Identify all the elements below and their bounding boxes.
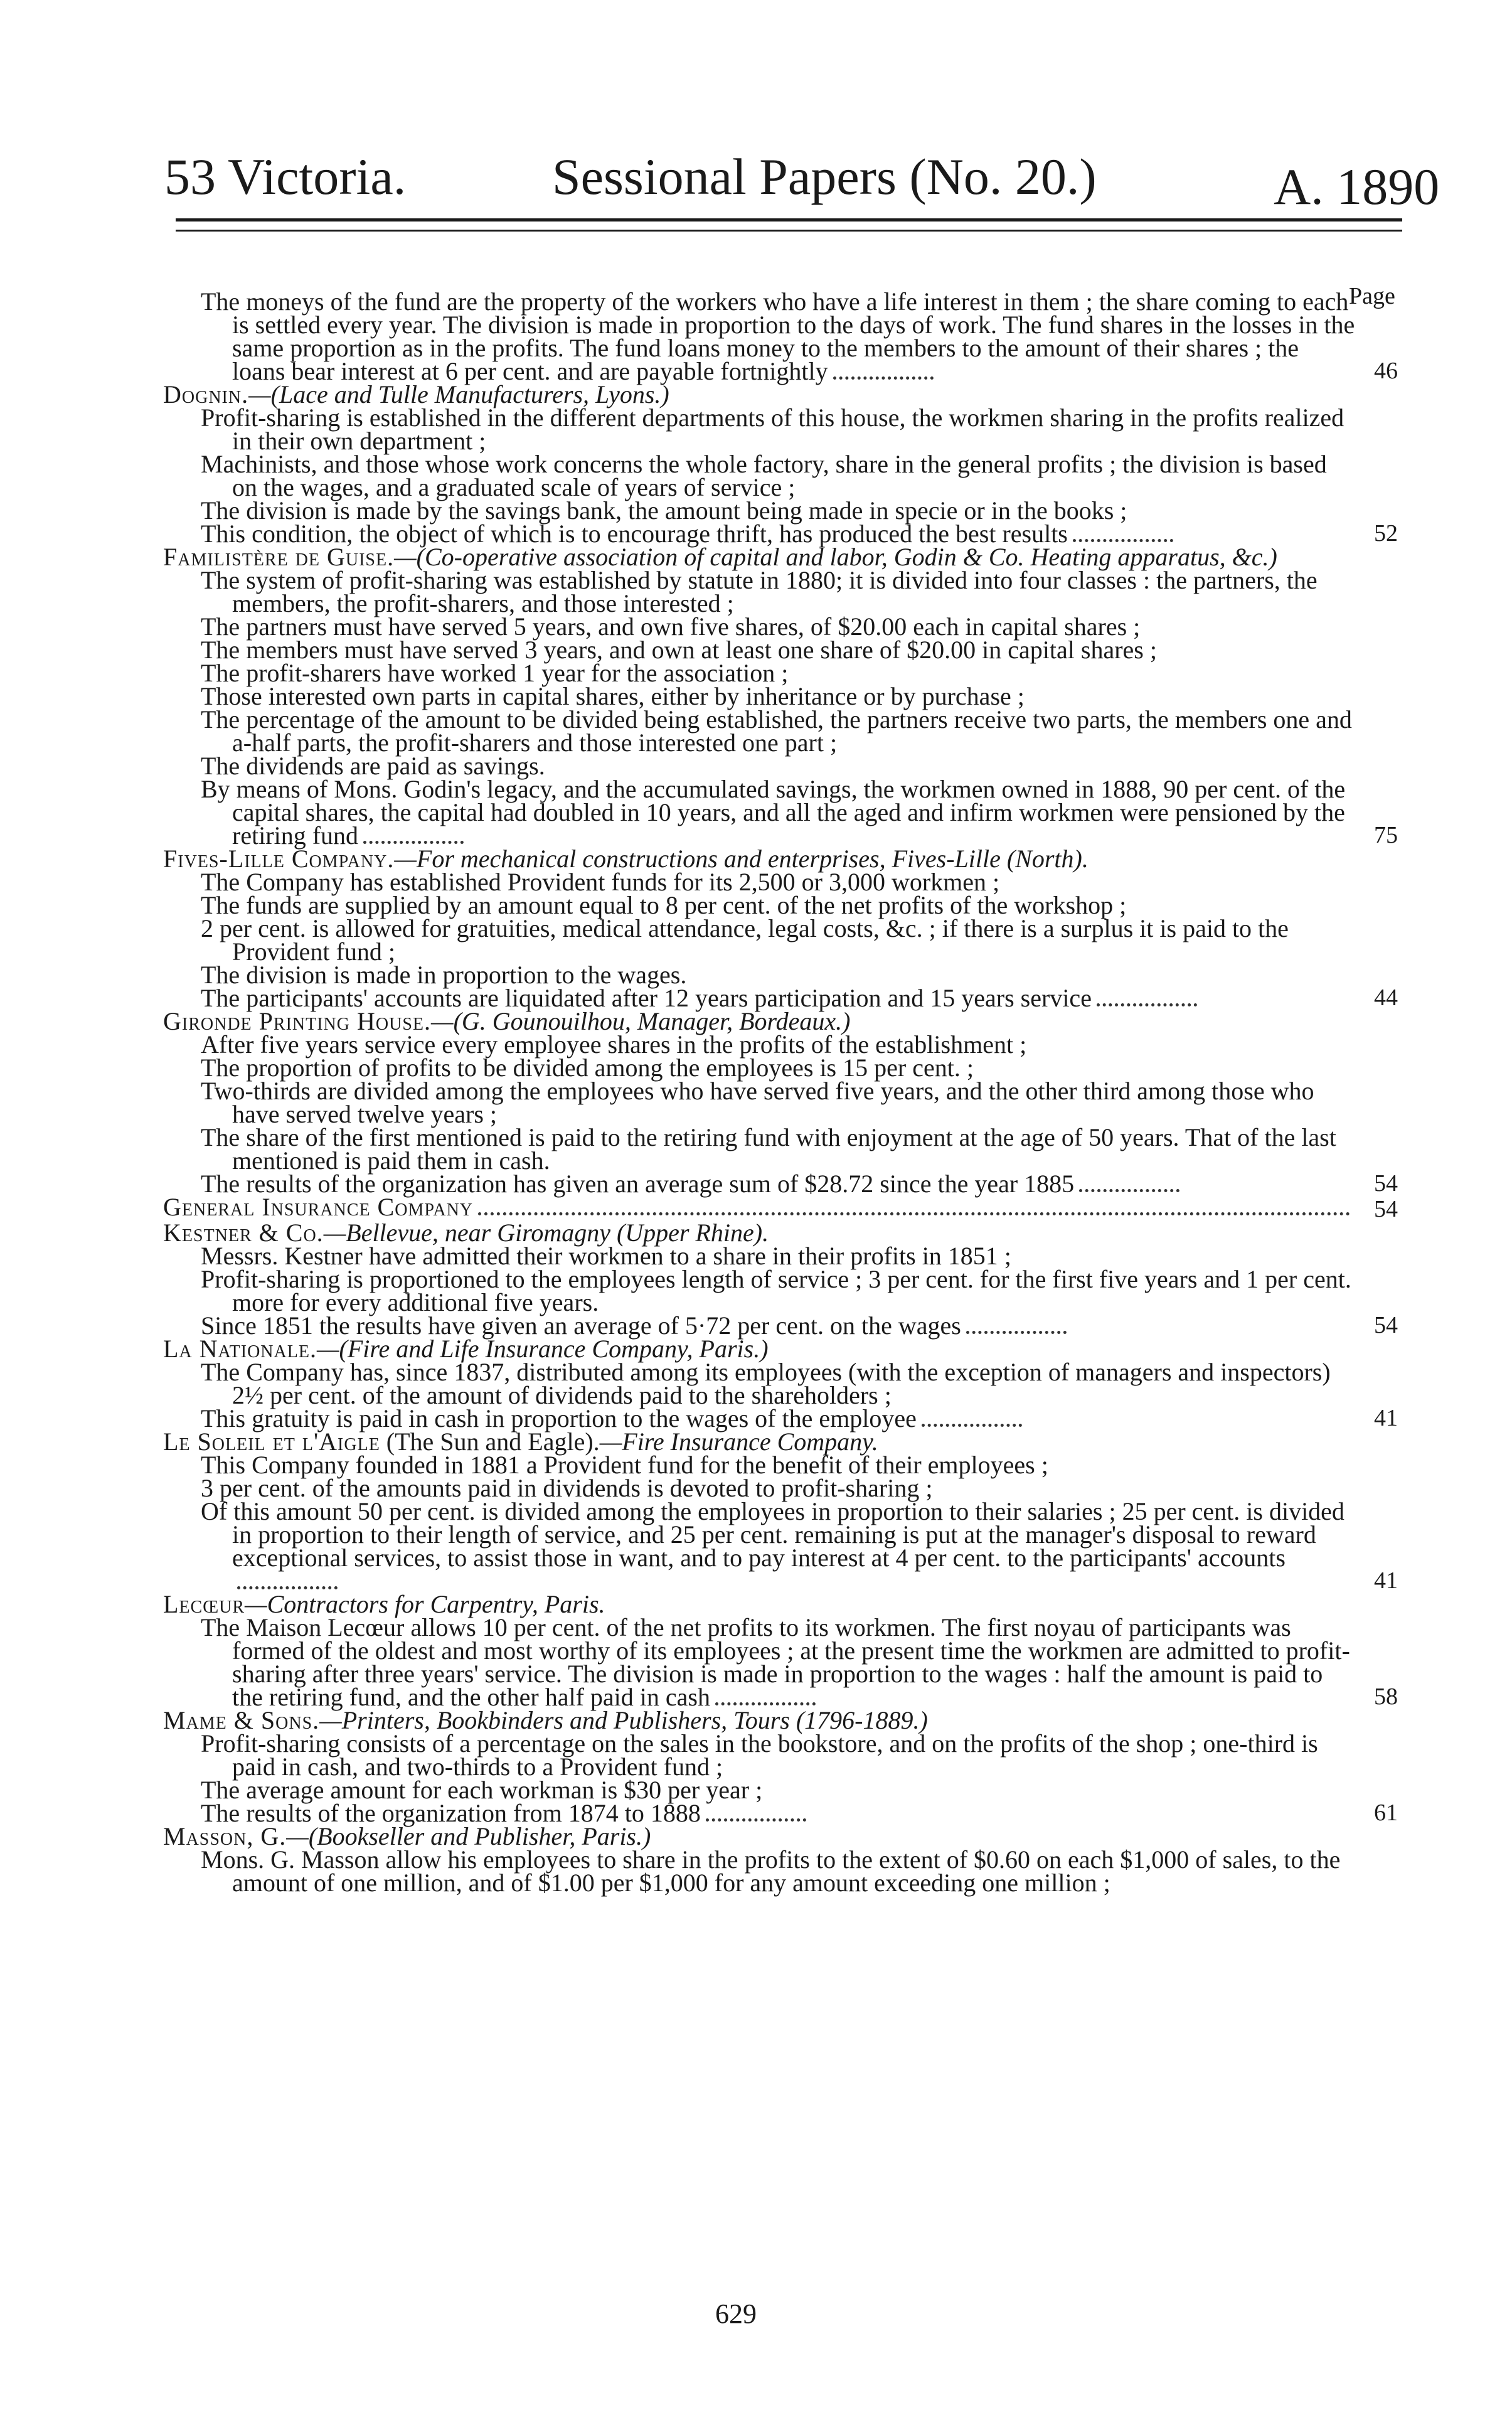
item-text: Messrs. Kestner have admitted their workmen to a share in their profits in 1851 ; (201, 1242, 1011, 1270)
page-reference: 54 (1374, 1170, 1398, 1197)
entry-item (0, 1801, 1512, 1825)
company-description: —For mechanical constructions and enterprises, Fives-Lille (North). (394, 845, 1089, 873)
item-text: Machinists, and those whose work concerns the whole factory, share in the general profits ; the division is based on the wages, and a graduated scale of years of service ; (201, 450, 1327, 501)
entry-block (0, 1590, 1512, 1711)
entry-block (0, 380, 1512, 548)
entry-item (0, 1054, 1512, 1082)
entry-item (0, 705, 1512, 757)
dot-leader (715, 1702, 816, 1705)
item-text: The profit-sharers have worked 1 year for the association ; (201, 659, 789, 687)
dot-leader (363, 841, 464, 844)
entry-item (0, 1360, 1512, 1407)
entry-block (0, 1335, 1512, 1433)
company-name: Kestner & Co. (163, 1219, 324, 1247)
item-text: The moneys of the fund are the property of the workers who have a life interest in them ; the share coming to each is settled every year. The division is made in proportion to the days of work. The fund shares in the losses in the same proportion as in the profits. The fund loans money to the members to the amount of their shares ; the loans bear interest at 6 per cent. and are payable fortnightly (201, 287, 1355, 385)
item-text: The Company has established Provident funds for its 2,500 or 3,000 workmen ; (201, 868, 1000, 896)
page-reference: 75 (1374, 822, 1398, 848)
company-description: —(Lace and Tulle Manufacturers, Lyons.) (248, 380, 669, 408)
entry-item (0, 1030, 1512, 1059)
entry-item (0, 914, 1512, 966)
entry-item (0, 520, 1512, 548)
item-text-with-leader (201, 1497, 1344, 1595)
entry-item (0, 1776, 1512, 1804)
entry-block (0, 1195, 1512, 1221)
item-text: The results of the organization has given an average sum of $28.72 since the year 1885 (201, 1170, 1075, 1198)
entry-title (0, 1427, 1512, 1456)
entry-item (0, 496, 1512, 525)
entries-list (0, 287, 1512, 1897)
company-description: —(Fire and Life Insurance Company, Paris.) (316, 1335, 769, 1363)
entry-item (0, 287, 1512, 385)
entry-item (0, 961, 1512, 989)
company-description: —Bellevue, near Giromagny (Upper Rhine). (323, 1219, 769, 1247)
page-reference: 54 (1374, 1312, 1398, 1338)
entry-item (0, 1267, 1512, 1314)
item-text: Two-thirds are divided among the employees who have served five years, and the other third among those who have served twelve years ; (201, 1077, 1314, 1128)
entry-item (0, 775, 1512, 850)
header-rule-thick (176, 218, 1402, 221)
item-text: 3 per cent. of the amounts paid in dividends is devoted to profit-sharing ; (201, 1474, 933, 1502)
company-description: —Printers, Bookbinders and Publishers, Tours (1796-1889.) (319, 1706, 928, 1734)
item-text: Profit-sharing is proportioned to the employees length of service ; 3 per cent. for the first five years and 1 per cent. more for every additional five years. (201, 1265, 1351, 1316)
item-text: By means of Mons. Godin's legacy, and the accumulated savings, the workmen owned in 1888, 90 per cent. of the capital shares, the capital had doubled in 10 years, and all the aged and infirm workmen were pensioned by the retiring fund (201, 775, 1346, 850)
entry-title-text (163, 1195, 473, 1219)
item-text: This Company founded in 1881 a Provident fund for the benefit of their employees ; (201, 1451, 1048, 1479)
entry-item (0, 891, 1512, 919)
entry-item (0, 1123, 1512, 1175)
entry-item (0, 986, 1512, 1010)
page-reference: 41 (1374, 1567, 1398, 1594)
item-text: The dividends are paid as savings. (201, 752, 545, 780)
entry-item (0, 1404, 1512, 1433)
entry-title (0, 1822, 1512, 1850)
entry-item (0, 612, 1512, 641)
item-text: Since 1851 the results have given an average of 5·72 per cent. on the wages (201, 1311, 961, 1340)
item-text: Those interested own parts in capital shares, either by inheritance or by purchase ; (201, 682, 1025, 710)
entry-title (0, 1590, 1512, 1618)
dot-leader (966, 1331, 1067, 1334)
page-reference: 52 (1374, 520, 1398, 547)
company-description: —Contractors for Carpentry, Paris. (245, 1590, 605, 1618)
page-reference: 58 (1374, 1683, 1398, 1710)
entry-item (0, 1729, 1512, 1781)
entry-item (0, 752, 1512, 780)
entry-block (0, 1007, 1512, 1198)
company-name: Le Soleil et l'Aigle (163, 1427, 380, 1456)
entry-block (0, 1706, 1512, 1827)
company-description: —(Bookseller and Publisher, Paris.) (286, 1822, 651, 1850)
entry-item (0, 1079, 1512, 1126)
dot-leader (478, 1212, 1350, 1215)
entry-title (0, 1219, 1512, 1247)
item-text: The division is made in proportion to the wages. (201, 961, 687, 989)
company-name: Fives-Lille Company. (163, 845, 395, 873)
item-text: The participants' accounts are liquidated after 12 years participation and 15 years service (201, 984, 1092, 1012)
entry-title (0, 1335, 1512, 1363)
item-text: This gratuity is paid in cash in proportion to the wages of the employee (201, 1404, 917, 1433)
entry-item (0, 568, 1512, 615)
header-title: Sessional Papers (No. 20.) (552, 148, 1097, 205)
entry-title (0, 1195, 1512, 1221)
item-text: The results of the organization from 1874 to 1888 (201, 1799, 701, 1827)
company-name: Gironde Printing House. (163, 1007, 431, 1035)
item-text: Profit-sharing is established in the different departments of this house, the workmen sharing in the profits realized in their own department ; (201, 403, 1344, 455)
entry-block (0, 1822, 1512, 1897)
dot-leader (237, 1586, 338, 1589)
item-text: The share of the first mentioned is paid to the retiring fund with enjoyment at the age of 50 years. That of the last mentioned is paid them in cash. (201, 1123, 1336, 1175)
item-text: The division is made by the savings bank, the amount being made in specie or in the books ; (201, 496, 1127, 525)
entry-item (0, 636, 1512, 664)
entry-title (0, 380, 1512, 408)
company-description: —(Co-operative association of capital and labor, Godin & Co. Heating apparatus, &c.) (394, 543, 1277, 571)
entry-item (0, 661, 1512, 685)
entry-item (0, 682, 1512, 710)
item-text: The Company has, since 1837, distributed among its employees (with the exception of managers and inspectors) 2½ per cent. of the amount of dividends paid to the shareholders ; (201, 1358, 1331, 1409)
header-session: 53 Victoria. (164, 148, 407, 205)
page-reference: 44 (1374, 984, 1398, 1011)
header-rule-thin (176, 230, 1402, 232)
entry-title (0, 845, 1512, 873)
item-text: Mons. G. Masson allow his employees to share in the profits to the extent of $0.60 on each $1,000 of sales, to the amount of one million, and of $1.00 per $1,000 for any amount exceeding one million ; (201, 1845, 1341, 1897)
item-text: Profit-sharing consists of a percentage on the sales in the bookstore, and on the profits of the shop ; one-third is paid in cash, and two-thirds to a Provident fund ; (201, 1729, 1318, 1781)
entry-block (0, 847, 1512, 1010)
item-text-with-leader (201, 1613, 1350, 1711)
company-name: La Nationale. (163, 1335, 317, 1363)
page-reference: 46 (1374, 358, 1398, 384)
item-text: The Maison Lecœur allows 10 per cent. of the net profits to its workmen. The first noyau of participants was formed of the oldest and most worthy of its employees ; at the present time the workmen are admitted to profit-sharing after three years' service. The division is made in proportion to the wages : half the amount is paid to the retiring fund, and the other half paid in cash (201, 1613, 1350, 1711)
company-description: —Fire Insurance Company. (599, 1427, 878, 1456)
item-text: This condition, the object of which is to encourage thrift, has produced the best results (201, 520, 1068, 548)
entry-item (0, 1476, 1512, 1500)
item-text: The system of profit-sharing was established by statute in 1880; it is divided into four classes : the partners, the members, the profit-sharers, and those interested ; (201, 566, 1318, 617)
item-text: The percentage of the amount to be divided being established, the partners receive two parts, the members one and a-half parts, the profit-sharers and those interested one part ; (201, 705, 1352, 757)
item-text-with-leader (201, 287, 1355, 385)
dot-leader (833, 376, 934, 380)
page-reference: 61 (1374, 1800, 1398, 1826)
item-text: The average amount for each workman is $30 per year ; (201, 1776, 763, 1804)
entry-item (0, 1170, 1512, 1198)
dot-leader (922, 1424, 1022, 1427)
company-description: —(G. Gounouilhou, Manager, Bordeaux.) (431, 1007, 851, 1035)
dot-leader (1097, 1003, 1197, 1006)
entry-item (0, 452, 1512, 499)
header-year: A. 1890 (1274, 158, 1440, 215)
item-text-with-leader (201, 775, 1345, 850)
page-column-label: Page (1349, 283, 1395, 309)
entry-block (0, 287, 1512, 385)
company-name: Lecœur (163, 1590, 245, 1618)
company-name: Familistère de Guise. (163, 543, 395, 571)
item-text: Of this amount 50 per cent. is divided among the employees in proportion to their salaries ; 25 per cent. is divided in proportion to their length of service, and 25 per cent. remaining is put at the manager's disposal to reward exceptional services, to assist those in want, and to pay interest at 4 per cent. to the participants' accounts (201, 1497, 1344, 1572)
entry-title (0, 1706, 1512, 1734)
dot-leader (706, 1818, 806, 1822)
page-reference: 41 (1374, 1405, 1398, 1431)
item-text: After five years service every employee shares in the profits of the establishment ; (201, 1030, 1027, 1059)
item-text: The partners must have served 5 years, and own five shares, of $20.00 each in capital shares ; (201, 612, 1141, 641)
entry-block (0, 1219, 1512, 1340)
footer-page-number: 629 (715, 2298, 757, 2329)
dot-leader (1073, 539, 1173, 542)
entry-title (0, 1007, 1512, 1035)
dot-leader (1079, 1189, 1179, 1192)
page-reference: 54 (1374, 1196, 1398, 1222)
entry-item (0, 403, 1512, 455)
company-name: Masson, G. (163, 1822, 287, 1850)
entry-item (0, 1497, 1512, 1594)
company-name: Mame & Sons. (163, 1706, 320, 1734)
company-name: Dognin. (163, 380, 249, 408)
entry-item (0, 1451, 1512, 1479)
item-text: The members must have served 3 years, and own at least one share of $20.00 in capital shares ; (201, 636, 1157, 664)
entry-block (0, 543, 1512, 850)
company-alias: (The Sun and Eagle). (380, 1427, 600, 1456)
item-text: 2 per cent. is allowed for gratuities, medical attendance, legal costs, &c. ; if there is a surplus it is paid to the Provident fund ; (201, 914, 1289, 966)
entry-item (0, 1242, 1512, 1270)
entry-title (0, 543, 1512, 571)
entry-block (0, 1427, 1512, 1594)
item-text: The funds are supplied by an amount equal to 8 per cent. of the net profits of the workshop ; (201, 891, 1127, 919)
entry-item (0, 1613, 1512, 1711)
entry-item (0, 870, 1512, 894)
company-name: General Insurance Company (163, 1193, 474, 1221)
entry-item (0, 1311, 1512, 1340)
item-text: The proportion of profits to be divided among the employees is 15 per cent. ; (201, 1054, 974, 1082)
entry-item (0, 1845, 1512, 1897)
